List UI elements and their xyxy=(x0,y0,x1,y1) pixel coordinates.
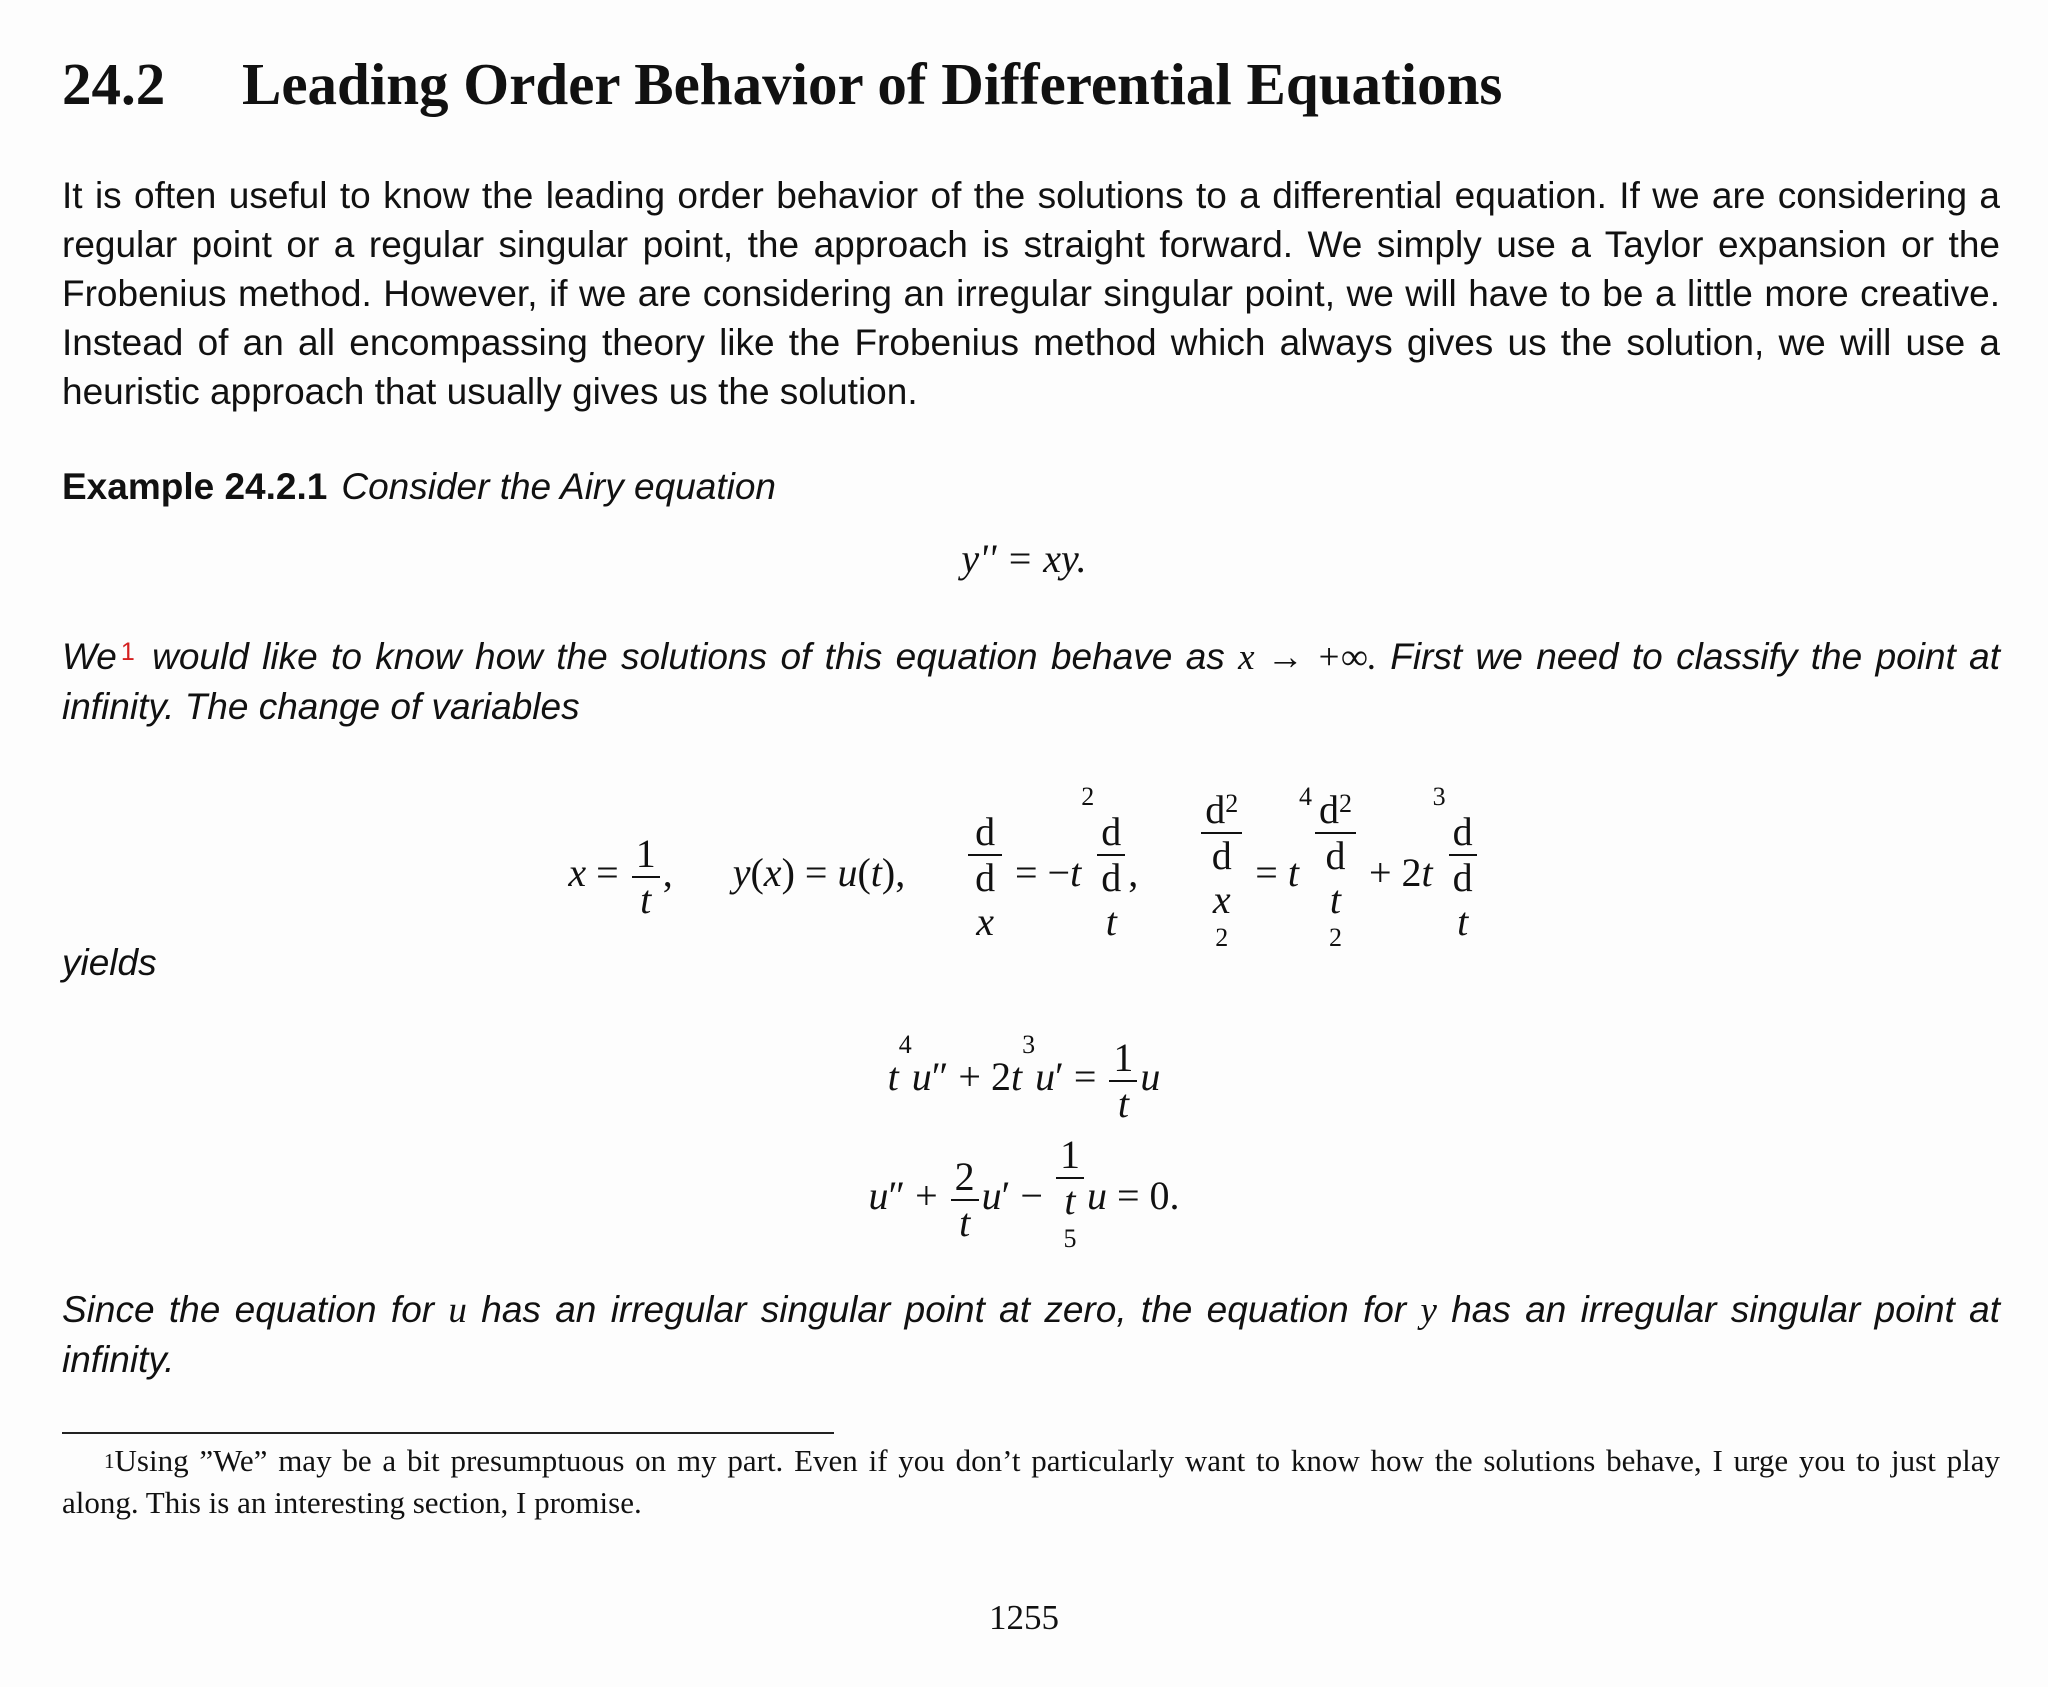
footnote-text: Using ”We” may be a bit presumptuous on my part. Even if you don’t particularly want to know how the solutions behave, I urge you to just play along. This is an interesting section, I promise. xyxy=(62,1443,2000,1520)
fraction: $\frac{1}{t}$ xyxy=(632,832,660,922)
example-lead: Consider the Airy equation xyxy=(341,466,777,507)
section-heading xyxy=(62,44,2002,124)
text-since-c: has an irregular singular point at infinity. xyxy=(62,1289,2001,1380)
fraction: $d^2$ d x $^2$ xyxy=(1201,788,1242,966)
fraction: $\frac{1}{t}$ xyxy=(1109,1036,1137,1126)
example-label: Example 24.2.1 xyxy=(62,466,328,507)
fraction: $\frac{2}{t}$ xyxy=(951,1155,979,1245)
transformed-equation-line-2: u″ + $\frac{2}{t}$ u′ − 1 t $^5$ u = 0. xyxy=(0,1133,2048,1267)
airy-equation xyxy=(0,535,2048,582)
transformed-equation-line-1: $t^4u'' + 2t^3u'$ = $\frac{1}{t}$ u xyxy=(887,1030,1161,1126)
footnote-link[interactable]: 1 xyxy=(120,638,135,666)
inline-math-limit: x → +∞. xyxy=(1238,637,1377,678)
intro-paragraph: It is often useful to know the leading order behavior of the solutions to a differential equation. If we are considering a regular point or a regular singular point, the approach is straight forward. We simply use a Taylor expansion or the Frobenius method. However, if we are considering an irregular singular point, we will have to be a little more creative. Instead of an all encompassing theory like the Frobenius method which always gives us the solution, we will use a heuristic approach that usually gives us the solution. xyxy=(62,175,2000,412)
fraction: 1 t $^5$ xyxy=(1056,1133,1084,1267)
example-heading xyxy=(62,462,2000,511)
fraction: $d^2$ d t $^2$ xyxy=(1315,788,1356,966)
fraction: d d x xyxy=(968,810,1002,944)
yields-text: yields xyxy=(62,942,157,983)
behavior-paragraph xyxy=(62,632,2000,731)
footnote xyxy=(62,1440,2000,1524)
text-we: We xyxy=(62,636,117,677)
inline-math-y: y xyxy=(1420,1290,1437,1331)
airy-equation-text: y'' = xy. xyxy=(961,536,1087,581)
text-since-b: has an irregular singular point at zero, the equation for xyxy=(481,1289,1407,1330)
change-of-variables-equation: x = $\frac{1}{t}$ , y(x) = u(t), d d x = $-t^2$ d d t , $d^2$ d x $^2$ = $t^4$ $d^2$ d t $^2$ + $2t^3$ d d t xyxy=(0,788,2048,966)
text-classify: First we need to classify the point at infinity. The change of variables xyxy=(62,636,2001,727)
conclusion-paragraph xyxy=(62,1285,2000,1384)
footnote-rule xyxy=(62,1432,834,1434)
section-number: 24.2 xyxy=(62,51,166,117)
text-behave: would like to know how the solutions of this equation behave as xyxy=(152,636,1225,677)
text-since-a: Since the equation for xyxy=(62,1289,435,1330)
section-title: Leading Order Behavior of Differential Equations xyxy=(242,51,1503,117)
inline-math-u: u xyxy=(448,1290,467,1331)
fraction: d d t xyxy=(1449,810,1477,944)
fraction: d d t xyxy=(1097,810,1125,944)
footnote-marker: 1 xyxy=(104,1449,115,1473)
page-number: 1255 xyxy=(989,1598,1059,1637)
